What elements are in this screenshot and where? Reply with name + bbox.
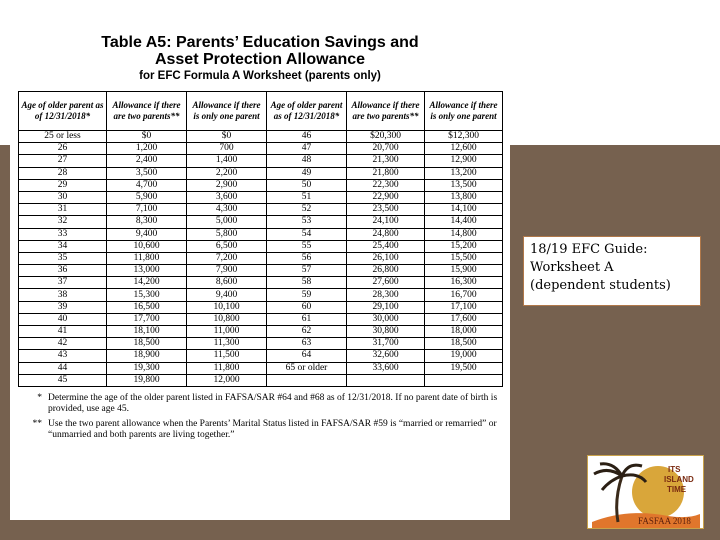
table-cell: 22,300 <box>347 179 425 191</box>
footnote-mark: ** <box>32 418 42 429</box>
table-row <box>19 326 503 338</box>
table-cell: 13,000 <box>107 265 187 277</box>
table-cell: 31,700 <box>347 338 425 350</box>
table-cell: 65 or older <box>267 362 347 374</box>
table-cell: 29,100 <box>347 301 425 313</box>
table-cell: 28,300 <box>347 289 425 301</box>
table-cell: 31 <box>19 204 107 216</box>
table-cell: 23,500 <box>347 204 425 216</box>
table-cell: 39 <box>19 301 107 313</box>
table-cell: 27,600 <box>347 277 425 289</box>
table-cell: 62 <box>267 326 347 338</box>
column-header: Allowance if there are two parents** <box>107 92 187 131</box>
table-row <box>19 265 503 277</box>
table-cell: 55 <box>267 240 347 252</box>
table-cell: 26 <box>19 143 107 155</box>
table-cell: 6,500 <box>187 240 267 252</box>
footnote-text: Use the two parent allowance when the Parents’ Marital Status listed in FAFSA/SAR #59 is “married or remarried” or “unmarried and both parents are living together.” <box>48 418 497 440</box>
table-cell: 22,900 <box>347 191 425 203</box>
logo-text-its: ITS <box>668 465 681 474</box>
table-cell: $12,300 <box>425 131 503 143</box>
table-cell: 14,400 <box>425 216 503 228</box>
table-cell: 9,400 <box>187 289 267 301</box>
table-cell: 33,600 <box>347 362 425 374</box>
table-cell: 7,900 <box>187 265 267 277</box>
table-cell: 25,400 <box>347 240 425 252</box>
table-row <box>19 167 503 179</box>
callout-line: Worksheet A <box>530 260 614 275</box>
table-title <box>18 34 502 68</box>
footnotes <box>18 393 502 441</box>
table-row <box>19 289 503 301</box>
table-cell: 10,600 <box>107 240 187 252</box>
table-cell: 43 <box>19 350 107 362</box>
table-cell: 10,100 <box>187 301 267 313</box>
table-cell: 13,500 <box>425 179 503 191</box>
table-row <box>19 338 503 350</box>
table-cell: 1,400 <box>187 155 267 167</box>
column-header: Age of older parent as of 12/31/2018* <box>19 92 107 131</box>
footnote <box>18 419 502 441</box>
table-cell: 5,900 <box>107 191 187 203</box>
allowance-table <box>18 91 503 387</box>
logo-text-fasfaa: FASFAA 2018 <box>638 516 691 526</box>
table-cell: 18,100 <box>107 326 187 338</box>
table-cell: 52 <box>267 204 347 216</box>
table-cell: 5,800 <box>187 228 267 240</box>
table-cell: 9,400 <box>107 228 187 240</box>
footnote <box>18 393 502 415</box>
table-row <box>19 277 503 289</box>
table-cell: 64 <box>267 350 347 362</box>
column-header: Allowance if there is only one parent <box>425 92 503 131</box>
table-cell <box>267 374 347 386</box>
table-row <box>19 143 503 155</box>
table-cell: 38 <box>19 289 107 301</box>
table-cell: 21,800 <box>347 167 425 179</box>
table-cell: 13,200 <box>425 167 503 179</box>
table-cell: 40 <box>19 313 107 325</box>
table-cell: 14,800 <box>425 228 503 240</box>
table-cell: 26,800 <box>347 265 425 277</box>
table-cell: 49 <box>267 167 347 179</box>
table-cell: 8,600 <box>187 277 267 289</box>
table-cell: 37 <box>19 277 107 289</box>
table-cell: 51 <box>267 191 347 203</box>
table-cell: 32,600 <box>347 350 425 362</box>
table-cell: 4,700 <box>107 179 187 191</box>
table-cell: $0 <box>187 131 267 143</box>
table-row <box>19 313 503 325</box>
table-cell: 36 <box>19 265 107 277</box>
table-cell: 10,800 <box>187 313 267 325</box>
table-cell: 21,300 <box>347 155 425 167</box>
table-cell: 41 <box>19 326 107 338</box>
table-body <box>19 131 503 387</box>
footnote-mark: * <box>37 392 42 403</box>
table-cell: 2,900 <box>187 179 267 191</box>
table-cell: 25 or less <box>19 131 107 143</box>
table-cell: 57 <box>267 265 347 277</box>
table-row <box>19 216 503 228</box>
table-row <box>19 350 503 362</box>
table-cell: 20,700 <box>347 143 425 155</box>
table-cell: 32 <box>19 216 107 228</box>
table-cell: 30,000 <box>347 313 425 325</box>
table-cell: 18,500 <box>425 338 503 350</box>
table-cell: 3,500 <box>107 167 187 179</box>
table-cell: 700 <box>187 143 267 155</box>
table-cell: 14,100 <box>425 204 503 216</box>
table-row <box>19 374 503 386</box>
table-row <box>19 204 503 216</box>
table-cell: 19,300 <box>107 362 187 374</box>
table-cell: 19,800 <box>107 374 187 386</box>
table-cell: 17,700 <box>107 313 187 325</box>
table-cell: 18,000 <box>425 326 503 338</box>
table-cell: 18,500 <box>107 338 187 350</box>
table-cell: 30,800 <box>347 326 425 338</box>
table-row <box>19 362 503 374</box>
table-cell: 13,800 <box>425 191 503 203</box>
table-row <box>19 179 503 191</box>
table-cell: 1,200 <box>107 143 187 155</box>
table-row <box>19 155 503 167</box>
table-cell: 27 <box>19 155 107 167</box>
table-cell: 54 <box>267 228 347 240</box>
callout-line: (dependent students) <box>530 278 671 293</box>
column-header: Age of older parent as of 12/31/2018* <box>267 92 347 131</box>
table-cell: 35 <box>19 252 107 264</box>
logo-text-time: TIME <box>667 485 687 494</box>
table-cell: 11,300 <box>187 338 267 350</box>
table-cell: 45 <box>19 374 107 386</box>
table-cell: 34 <box>19 240 107 252</box>
callout-line: 18/19 EFC Guide: <box>530 242 648 257</box>
footnote-text: Determine the age of the older parent listed in FAFSA/SAR #64 and #68 as of 12/31/2018. If no parent date of birth is provided, use age 45. <box>48 392 498 414</box>
column-header: Allowance if there are two parents** <box>347 92 425 131</box>
table-cell: 46 <box>267 131 347 143</box>
table-cell: 56 <box>267 252 347 264</box>
table-cell: 12,000 <box>187 374 267 386</box>
table-cell: 17,600 <box>425 313 503 325</box>
table-row <box>19 228 503 240</box>
table-cell: 50 <box>267 179 347 191</box>
table-cell: 11,000 <box>187 326 267 338</box>
table-cell: 7,200 <box>187 252 267 264</box>
table-cell: 4,300 <box>187 204 267 216</box>
title-line-2: Asset Protection Allowance <box>154 51 366 68</box>
table-cell: 61 <box>267 313 347 325</box>
table-cell: 29 <box>19 179 107 191</box>
table-cell: 12,900 <box>425 155 503 167</box>
table-cell: 14,200 <box>107 277 187 289</box>
palm-tree-icon <box>588 456 703 528</box>
table-cell: $0 <box>107 131 187 143</box>
table-cell: 3,600 <box>187 191 267 203</box>
table-cell <box>347 374 425 386</box>
logo-text-island: ISLAND <box>664 475 694 484</box>
table-cell: 15,900 <box>425 265 503 277</box>
table-subtitle: for EFC Formula A Worksheet (parents only) <box>139 70 381 82</box>
table-cell: 12,600 <box>425 143 503 155</box>
table-cell: 59 <box>267 289 347 301</box>
table-cell: $20,300 <box>347 131 425 143</box>
island-time-logo <box>587 455 704 529</box>
table-cell: 24,100 <box>347 216 425 228</box>
table-cell: 15,200 <box>425 240 503 252</box>
table-cell: 63 <box>267 338 347 350</box>
table-cell: 8,300 <box>107 216 187 228</box>
table-cell: 48 <box>267 155 347 167</box>
table-header-row <box>19 92 503 131</box>
table-row <box>19 131 503 143</box>
table-cell: 44 <box>19 362 107 374</box>
title-line-1: Table A5: Parents’ Education Savings and <box>101 34 419 51</box>
column-header: Allowance if there is only one parent <box>187 92 267 131</box>
table-cell: 19,000 <box>425 350 503 362</box>
table-row <box>19 252 503 264</box>
table-cell: 17,100 <box>425 301 503 313</box>
table-cell: 16,300 <box>425 277 503 289</box>
table-row <box>19 240 503 252</box>
table-cell: 11,500 <box>187 350 267 362</box>
table-cell: 47 <box>267 143 347 155</box>
table-cell: 53 <box>267 216 347 228</box>
table-cell: 15,300 <box>107 289 187 301</box>
table-cell: 42 <box>19 338 107 350</box>
table-cell: 60 <box>267 301 347 313</box>
table-cell: 28 <box>19 167 107 179</box>
table-cell: 30 <box>19 191 107 203</box>
table-row <box>19 191 503 203</box>
table-cell: 11,800 <box>107 252 187 264</box>
table-cell: 5,000 <box>187 216 267 228</box>
table-cell: 15,500 <box>425 252 503 264</box>
table-cell: 2,400 <box>107 155 187 167</box>
table-cell: 58 <box>267 277 347 289</box>
table-cell: 11,800 <box>187 362 267 374</box>
table-cell: 33 <box>19 228 107 240</box>
table-row <box>19 301 503 313</box>
table-cell: 16,500 <box>107 301 187 313</box>
table-cell: 24,800 <box>347 228 425 240</box>
table-cell: 7,100 <box>107 204 187 216</box>
table-cell: 26,100 <box>347 252 425 264</box>
table-cell: 18,900 <box>107 350 187 362</box>
table-cell: 2,200 <box>187 167 267 179</box>
table-cell: 19,500 <box>425 362 503 374</box>
allowance-table-document <box>10 24 510 520</box>
table-cell <box>425 374 503 386</box>
worksheet-callout <box>523 236 701 306</box>
table-cell: 16,700 <box>425 289 503 301</box>
